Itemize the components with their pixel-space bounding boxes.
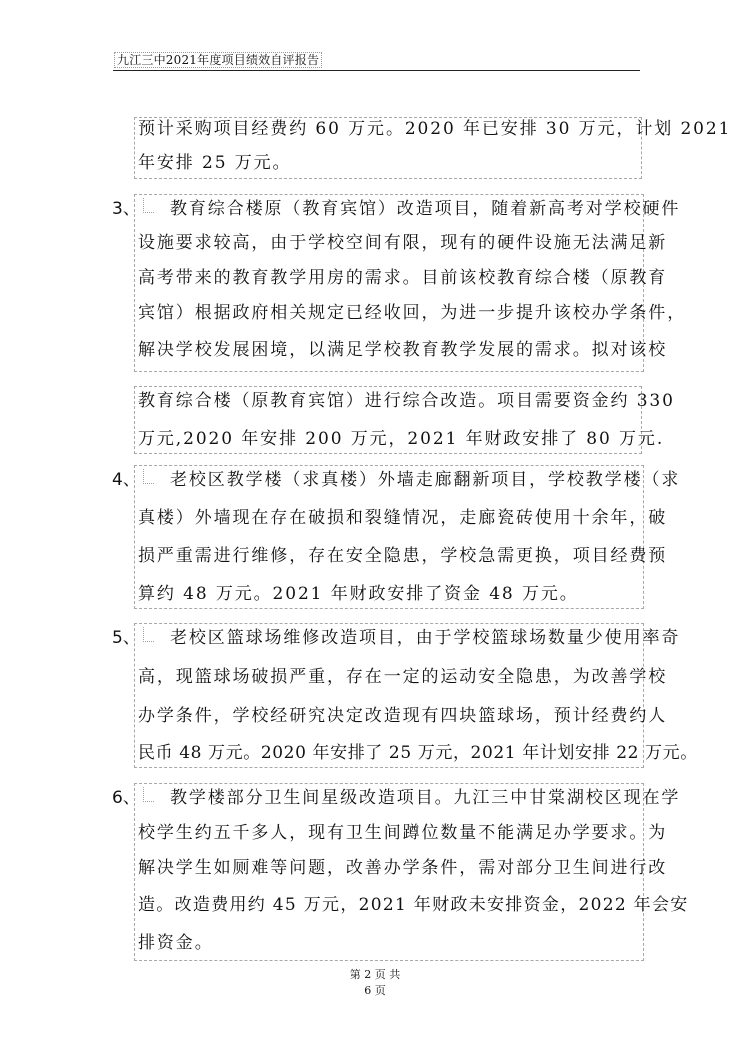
text-line: 年安排 25 万元。 — [138, 153, 292, 173]
item-number: 5、 — [112, 628, 140, 648]
text-line: 教学楼部分卫生间星级改造项目。九江三中甘棠湖校区现在学 — [170, 788, 681, 808]
page-number-line2: 6 页 — [364, 984, 386, 997]
text-line: 教育综合楼原（教育宾馆）改造项目，随着新高考对学校硬件 — [170, 199, 681, 219]
text-line: 解决学校发展困境，以满足学校教育教学发展的需求。拟对该校 — [138, 340, 668, 360]
header-divider — [113, 70, 640, 71]
item-number: 6、 — [112, 788, 140, 808]
text-line: 校学生约五千多人，现有卫生间蹲位数量不能满足办学要求。为 — [138, 823, 668, 843]
text-line: 老校区教学楼（求真楼）外墙走廊翻新项目，学校教学楼（求 — [170, 470, 681, 490]
text-line: 算约 48 万元。2021 年财政安排了资金 48 万元。 — [138, 584, 579, 604]
report-header-title: 九江三中2021年度项目绩效自评报告 — [114, 52, 322, 68]
text-line: 设施要求较高，由于学校空间有限，现有的硬件设施无法满足新 — [138, 233, 668, 253]
text-line: 损严重需进行维修，存在安全隐患，学校急需更换，项目经费预 — [138, 546, 668, 566]
text-line: 解决学生如厕难等问题，改善办学条件，需对部分卫生间进行改 — [138, 858, 668, 878]
text-line: 老校区篮球场维修改造项目，由于学校篮球场数量少使用率奇 — [170, 628, 681, 648]
text-line: 造。改造费用约 45 万元，2021 年财政未安排资金，2022 年会安 — [138, 895, 689, 915]
text-line: 真楼）外墙现在存在破损和裂缝情况，走廊瓷砖使用十余年，破 — [138, 508, 668, 528]
text-line: 办学条件，学校经研究决定改造现有四块篮球场，预计经费约人 — [138, 706, 668, 726]
text-line: 高，现篮球场破损严重，存在一定的运动安全隐患，为改善学校 — [138, 667, 668, 687]
text-line: 排资金。 — [138, 933, 214, 953]
item-number: 3、 — [112, 199, 140, 219]
page-number-line1: 第 2 页 共 — [349, 968, 401, 981]
text-line: 宾馆）根据政府相关规定已经收回，为进一步提升该校办学条件， — [138, 303, 687, 323]
text-line: 民币 48 万元。2020 年安排了 25 万元，2021 年计划安排 22 万元。 — [138, 743, 698, 763]
text-line: 预计采购项目经费约 60 万元。2020 年已安排 30 万元，计划 2021 — [138, 119, 732, 139]
text-line: 万元,2020 年安排 200 万元，2021 年财政安排了 80 万元. — [138, 429, 665, 449]
text-line: 教育综合楼（原教育宾馆）进行综合改造。项目需要资金约 330 — [138, 391, 675, 411]
item-number: 4、 — [112, 470, 140, 490]
text-line: 高考带来的教育教学用房的需求。目前该校教育综合楼（原教育 — [138, 268, 668, 288]
